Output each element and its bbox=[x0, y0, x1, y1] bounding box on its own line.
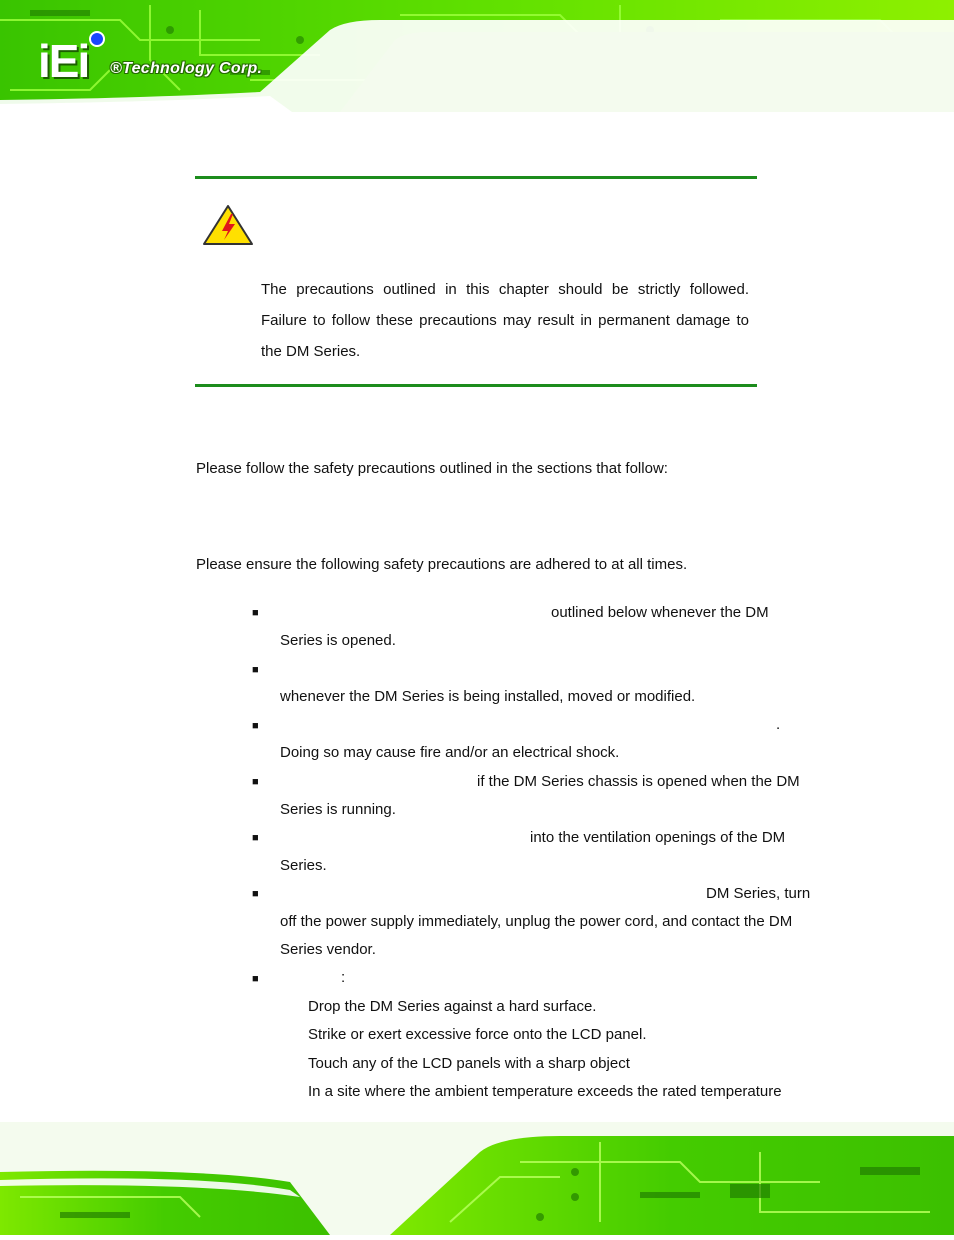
circuit-board-header-graphic bbox=[0, 0, 954, 112]
warning-top-rule bbox=[195, 176, 757, 179]
company-brand-text: ®Technology Corp. bbox=[110, 60, 263, 77]
list-item-line: : bbox=[341, 969, 346, 986]
square-bullet: ■ bbox=[252, 776, 259, 788]
list-item-line: Doing so may cause fire and/or an electrical shock. bbox=[280, 744, 620, 761]
list-item-line: DM Series, turn bbox=[706, 885, 811, 902]
list-item-line: whenever the DM Series is being installed, moved or modified. bbox=[280, 688, 696, 705]
list-item-line: if the DM Series chassis is opened when the DM bbox=[477, 773, 800, 790]
ensure-paragraph: Please ensure the following safety precautions are adhered to at all times. bbox=[196, 556, 688, 573]
circuit-board-footer-graphic bbox=[0, 1122, 954, 1235]
company-logo: iEi bbox=[38, 35, 89, 87]
list-item-line: Series is opened. bbox=[280, 632, 396, 649]
warning-triangle-icon bbox=[202, 204, 254, 246]
sub-list-item: Strike or exert excessive force onto the LCD panel. bbox=[308, 1026, 647, 1043]
warning-bottom-rule bbox=[195, 384, 757, 387]
page-header bbox=[0, 0, 954, 112]
square-bullet: ■ bbox=[252, 720, 259, 732]
list-item-line: . bbox=[776, 716, 781, 733]
square-bullet: ■ bbox=[252, 832, 259, 844]
list-item-line: off the power supply immediately, unplug the power cord, and contact the DM bbox=[280, 913, 793, 930]
list-item-line: Series vendor. bbox=[280, 941, 376, 958]
square-bullet: ■ bbox=[252, 664, 259, 676]
list-item-line: Series is running. bbox=[280, 801, 396, 818]
square-bullet: ■ bbox=[252, 607, 259, 619]
warning-message: The precautions outlined in this chapter should be strictly followed. Failure to follow these precautions may result in permanent damage to the DM Series. bbox=[261, 281, 749, 360]
list-item-line: Series. bbox=[280, 857, 327, 874]
intro-paragraph: Please follow the safety precautions outlined in the sections that follow: bbox=[196, 460, 668, 477]
page-footer bbox=[0, 1122, 954, 1235]
sub-list-item: Drop the DM Series against a hard surface. bbox=[308, 998, 597, 1015]
square-bullet: ■ bbox=[252, 973, 259, 985]
logo-dot-icon bbox=[89, 31, 105, 47]
square-bullet: ■ bbox=[252, 888, 259, 900]
sub-list-item: Touch any of the LCD panels with a sharp object bbox=[308, 1055, 630, 1072]
sub-list-item: In a site where the ambient temperature exceeds the rated temperature bbox=[308, 1083, 782, 1100]
list-item-line: outlined below whenever the DM bbox=[551, 604, 769, 621]
list-item-line: into the ventilation openings of the DM bbox=[530, 829, 786, 846]
